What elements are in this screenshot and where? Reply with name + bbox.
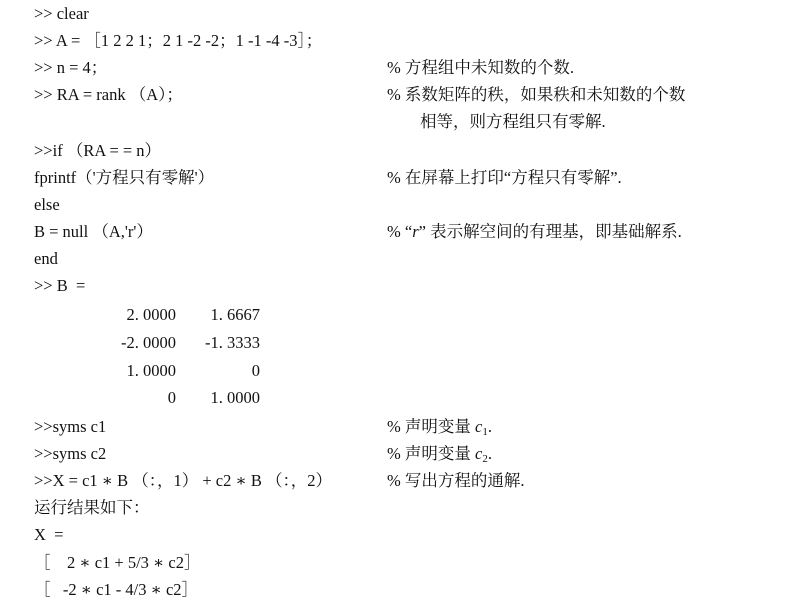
result-label: 运行结果如下： [34,498,150,517]
matrix-b-cell: -2. 0000 [121,333,176,352]
comment-syms-c1-pre: % 声明变量 [387,417,475,436]
comment-syms-c1-sub: 1 [482,426,488,438]
code-line-syms-c1: >>syms c1 [34,417,107,436]
comment-fprintf: % 在屏幕上打印“方程只有零解”. [387,168,622,187]
comment-syms-c2 [387,440,492,467]
code-line-if: >>if （RA = = n） [34,141,162,160]
matrix-b-cell: -1. 3333 [205,333,260,352]
code-line-end: end [34,249,58,268]
comment-general-solution: % 写出方程的通解. [387,471,525,490]
x-row: ［ -2 ∗ c1 - 4/3 ∗ c2］ [34,580,199,599]
code-line-matrix-a: >> A = ［1 2 2 1；2 1 -2 -2；1 -1 -4 -3］； [34,31,323,50]
comment-syms-c2-sub: 2 [482,453,488,465]
code-line-rank: >> RA = rank （A）； [34,85,183,104]
code-line-b-output: >> B = [34,276,86,295]
comment-rank: % 系数矩阵的秩，如果秩和未知数的个数 [387,85,686,104]
matrix-b-cell: 1. 0000 [210,388,260,407]
matrix-b-cell: 1. 0000 [126,361,176,380]
comment-rank-cont: 相等，则方程组只有零解. [420,112,606,131]
code-line-null: B = null （A,'r'） [34,222,153,241]
comment-syms-c2-post: . [487,444,492,463]
comment-syms-c1-post: . [487,417,492,436]
comment-syms-c1-var: c [475,417,483,436]
comment-n: % 方程组中未知数的个数. [387,58,574,77]
comment-null-pre: % “ [387,222,413,241]
comment-null [387,218,682,245]
matrix-b-cell: 0 [167,388,176,407]
code-line-general-solution: >>X = c1 ∗ B （：，1） + c2 ∗ B （：，2） [34,471,332,490]
matrix-b-cell: 0 [251,361,260,380]
code-line-else: else [34,195,60,214]
code-line-syms-c2: >>syms c2 [34,444,107,463]
comment-syms-c1 [387,413,492,440]
comment-null-r: r [412,222,419,241]
x-row: ［ 2 ∗ c1 + 5/3 ∗ c2］ [34,553,201,572]
comment-syms-c2-var: c [475,444,483,463]
code-line-clear: >> clear [34,4,89,23]
x-label: X = [34,525,64,544]
code-line-fprintf: fprintf（'方程只有零解'） [34,168,215,187]
comment-syms-c2-pre: % 声明变量 [387,444,475,463]
matrix-b-cell: 2. 0000 [126,305,176,324]
matrix-b-cell: 1. 6667 [210,305,260,324]
code-line-n: >> n = 4； [34,58,108,77]
comment-null-post: ” 表示解空间的有理基，即基础解系. [418,222,682,241]
